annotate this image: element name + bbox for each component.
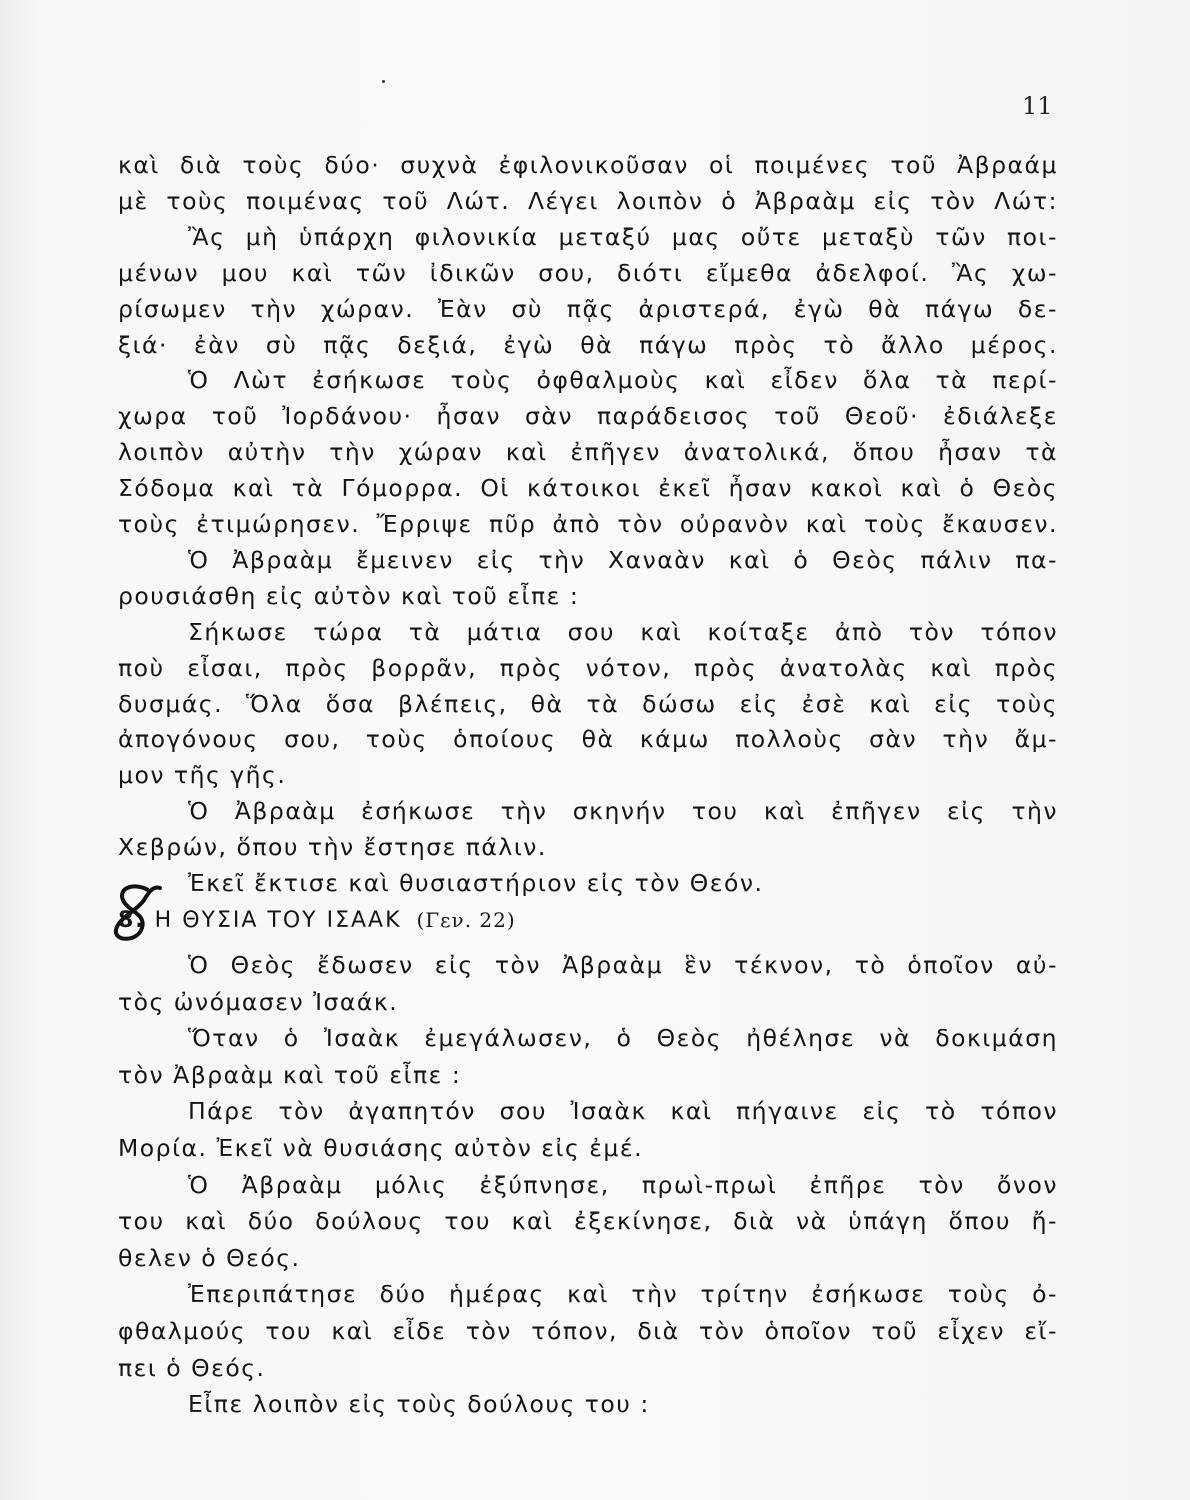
text-line: Ἐκεῖ ἔκτισε καὶ θυσιαστήριον εἰς τὸν Θεόν. (188, 869, 764, 897)
text-line: Ἂς μὴ ὑπάρχη φιλονικία μεταξύ μας οὔτε μεταξὺ τῶν ποι- (188, 223, 1058, 251)
text-line: τὸς ὠνόμασεν Ἰσαάκ. (118, 988, 399, 1016)
text-line: Ὁ Ἀβραὰμ ἐσήκωσε τὴν σκηνήν του καὶ ἐπῆγεν εἰς τὴν (188, 797, 1058, 825)
text-line: λοιπὸν αὐτὴν τὴν χώραν καὶ ἐπῆγεν ἀνατολικά, ὅπου ἦσαν τὰ (118, 438, 1058, 466)
text-line: φθαλμούς του καὶ εἶδε τὸν τόπον, διὰ τὸν ὁποῖον τοῦ εἶχεν εἴ- (118, 1317, 1058, 1345)
text-line: ρουσιάσθη εἰς αὐτὸν καὶ τοῦ εἶπε : (118, 582, 580, 610)
section-reference: (Γεν. 22) (416, 908, 516, 932)
text-line: θελεν ὁ Θεός. (118, 1244, 301, 1272)
text-line: ξιά· ἐὰν σὺ πᾷς δεξιά, ἐγὼ θὰ πάγω πρὸς τὸ ἄλλο μέρος. (118, 331, 1058, 359)
text-line: πει ὁ Θεός. (118, 1354, 266, 1382)
text-line: Ἐπεριπάτησε δύο ἡμέρας καὶ τὴν τρίτην ἐσήκωσε τοὺς ὀ- (188, 1280, 1058, 1308)
page-number: 11 (1022, 92, 1053, 120)
text-line: Ὁ Ἀβραὰμ μόλις ἐξύπνησε, πρωὶ-πρωὶ ἐπῆρε τὸν ὄνον (188, 1171, 1058, 1199)
section-heading (118, 905, 516, 936)
text-line: Ὁ Λὼτ ἐσήκωσε τοὺς ὀφθαλμοὺς καὶ εἶδεν ὅλα τὰ περί- (188, 366, 1058, 394)
text-line: του καὶ δύο δούλους του καὶ ἐξεκίνησε, διὰ νὰ ὑπάγη ὅπου ἤ- (118, 1207, 1058, 1235)
paper-speck (382, 80, 385, 83)
text-line: καὶ διὰ τοὺς δύο· συχνὰ ἐφιλονικοῦσαν οἱ ποιμένες τοῦ Ἀβραάμ (118, 151, 1058, 179)
text-line: μὲ τοὺς ποιμένας τοῦ Λώτ. Λέγει λοιπὸν ὁ Ἀβραὰμ εἰς τὸν Λώτ: (118, 187, 1058, 215)
text-line: Πάρε τὸν ἀγαπητόν σου Ἰσαὰκ καὶ πήγαινε εἰς τὸ τόπον (188, 1097, 1058, 1125)
text-line: Σήκωσε τώρα τὰ μάτια σου καὶ κοίταξε ἀπὸ τὸν τόπον (188, 618, 1058, 646)
text-line: Ὁ Ἀβραὰμ ἔμεινεν εἰς τὴν Χαναὰν καὶ ὁ Θεὸς πάλιν πα- (188, 546, 1058, 574)
text-line: μον τῆς γῆς. (118, 761, 287, 789)
text-line: μένων μου καὶ τῶν ἰδικῶν σου, διότι εἴμεθα ἀδελφοί. Ἂς χω- (118, 259, 1058, 287)
text-line: ποὺ εἶσαι, πρὸς βορρᾶν, πρὸς νότον, πρὸς ἀνατολὰς καὶ πρὸς (118, 654, 1058, 682)
section-number: 8. (118, 908, 146, 933)
text-line: χωρα τοῦ Ἰορδάνου· ἦσαν σὰν παράδεισος τοῦ Θεοῦ· ἐδιάλεξε (118, 402, 1058, 430)
text-line: Χεβρών, ὅπου τὴν ἔστησε πάλιν. (118, 833, 547, 861)
text-line: ρίσωμεν τὴν χώραν. Ἐὰν σὺ πᾷς ἀριστερά, ἐγὼ θὰ πάγω δε- (118, 295, 1058, 323)
text-line: Ὁ Θεὸς ἔδωσεν εἰς τὸν Ἀβραὰμ ἓν τέκνον, τὸ ὁποῖον αὐ- (188, 951, 1058, 979)
section-title: Η ΘΥΣΙΑ ΤΟΥ ΙΣΑΑΚ (154, 908, 402, 933)
text-line: τὸν Ἀβραὰμ καὶ τοῦ εἶπε : (118, 1061, 462, 1089)
text-line: Ὅταν ὁ Ἰσαὰκ ἐμεγάλωσεν, ὁ Θεὸς ἠθέλησε νὰ δοκιμάση (188, 1024, 1058, 1052)
text-line: τοὺς ἐτιμώρησεν. Ἔρριψε πῦρ ἀπὸ τὸν οὐρανὸν καὶ τοὺς ἔκαυσεν. (118, 510, 1058, 538)
text-line: δυσμάς. Ὅλα ὅσα βλέπεις, θὰ τὰ δώσω εἰς ἐσὲ καὶ εἰς τοὺς (118, 690, 1058, 718)
text-line: Σόδομα καὶ τὰ Γόμορρα. Οἱ κάτοικοι ἐκεῖ ἦσαν κακοὶ καὶ ὁ Θεὸς (118, 474, 1058, 502)
text-line: ἀπογόνους σου, τοὺς ὁποίους θὰ κάμω πολλοὺς σὰν τὴν ἄμ- (118, 725, 1058, 753)
text-line: Εἶπε λοιπὸν εἰς τοὺς δούλους του : (188, 1390, 650, 1418)
text-line: Μορία. Ἐκεῖ νὰ θυσιάσης αὐτὸν εἰς ἐμέ. (118, 1134, 644, 1162)
